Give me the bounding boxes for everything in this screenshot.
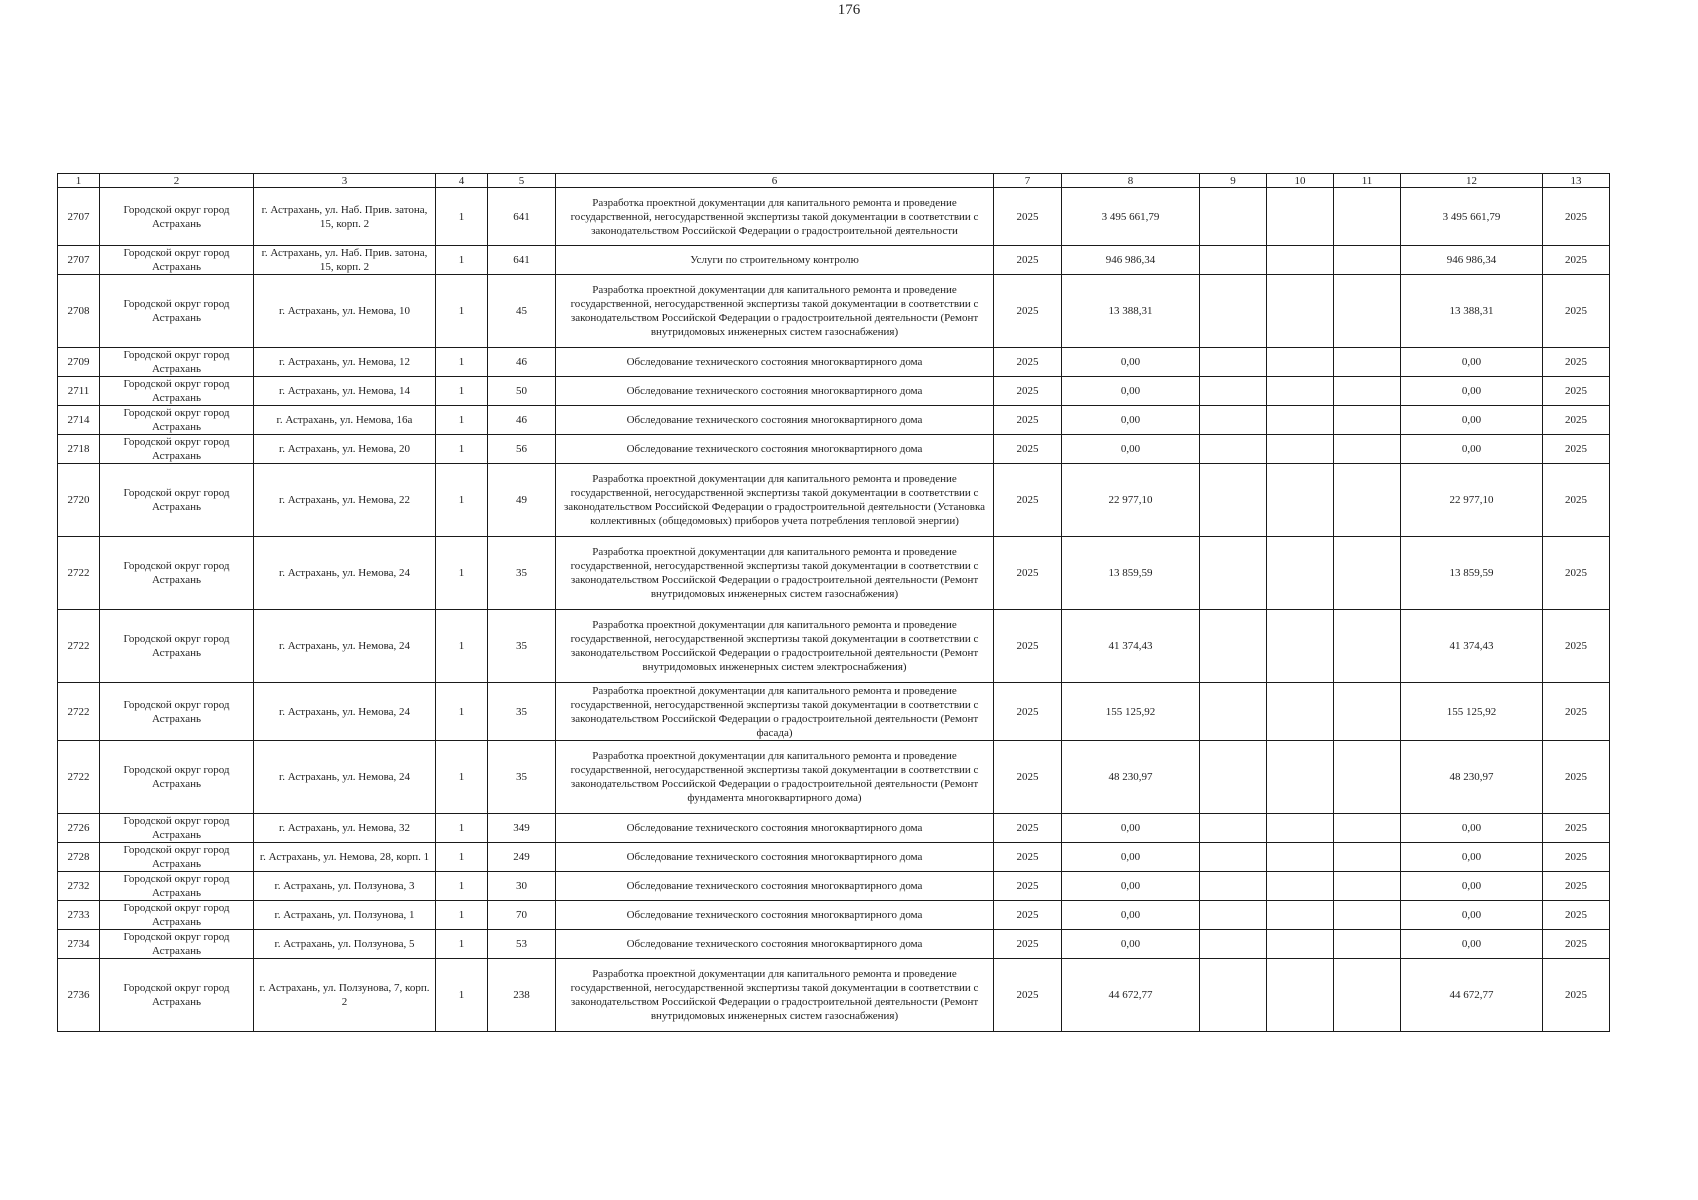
cell-work-type: Обследование технического состояния многоквартирного дома — [556, 872, 994, 901]
column-number-4: 4 — [436, 174, 488, 188]
cell-municipality: Городской округ город Астрахань — [100, 872, 254, 901]
cell-start-year: 2025 — [994, 537, 1062, 610]
cell-work-type: Обследование технического состояния многоквартирного дома — [556, 930, 994, 959]
cell-quantity: 1 — [436, 464, 488, 537]
cell-cost-col-11 — [1334, 348, 1401, 377]
table-row — [58, 406, 1610, 435]
cell-cost-col-12: 0,00 — [1401, 814, 1543, 843]
cell-cost-col-12: 155 125,92 — [1401, 683, 1543, 741]
cell-row-id: 2718 — [58, 435, 100, 464]
cell-total-cost: 946 986,34 — [1062, 246, 1200, 275]
cell-municipality: Городской округ город Астрахань — [100, 435, 254, 464]
cell-quantity: 1 — [436, 930, 488, 959]
column-number-12: 12 — [1401, 174, 1543, 188]
cell-total-cost: 22 977,10 — [1062, 464, 1200, 537]
cell-quantity: 1 — [436, 406, 488, 435]
cell-area: 56 — [488, 435, 556, 464]
cell-total-cost: 0,00 — [1062, 872, 1200, 901]
cell-cost-col-11 — [1334, 930, 1401, 959]
cell-cost-col-11 — [1334, 377, 1401, 406]
cell-cost-col-10 — [1267, 959, 1334, 1032]
cell-cost-col-9 — [1200, 348, 1267, 377]
cell-row-id: 2728 — [58, 843, 100, 872]
cell-start-year: 2025 — [994, 814, 1062, 843]
cell-row-id: 2726 — [58, 814, 100, 843]
cell-total-cost: 0,00 — [1062, 930, 1200, 959]
table-row — [58, 843, 1610, 872]
cell-area: 35 — [488, 537, 556, 610]
cell-start-year: 2025 — [994, 188, 1062, 246]
cell-start-year: 2025 — [994, 464, 1062, 537]
cell-work-type: Обследование технического состояния многоквартирного дома — [556, 901, 994, 930]
cell-cost-col-10 — [1267, 246, 1334, 275]
cell-total-cost: 0,00 — [1062, 814, 1200, 843]
cell-cost-col-10 — [1267, 814, 1334, 843]
cell-row-id: 2720 — [58, 464, 100, 537]
cell-area: 35 — [488, 610, 556, 683]
cell-cost-col-10 — [1267, 348, 1334, 377]
cell-work-type: Разработка проектной документации для капитального ремонта и проведение государственной, негосударственной экспертизы такой документации в соответствии с законодательством Российской Федерации о градостроительной деятельности (Ремонт внутридомовых инженерных систем электроснабжения) — [556, 610, 994, 683]
cell-cost-col-11 — [1334, 872, 1401, 901]
cell-cost-col-10 — [1267, 464, 1334, 537]
cell-cost-col-9 — [1200, 930, 1267, 959]
cell-cost-col-10 — [1267, 843, 1334, 872]
cell-cost-col-9 — [1200, 683, 1267, 741]
cell-cost-col-10 — [1267, 901, 1334, 930]
cell-municipality: Городской округ город Астрахань — [100, 464, 254, 537]
column-number-6: 6 — [556, 174, 994, 188]
page-number: 176 — [837, 2, 861, 18]
cell-cost-col-9 — [1200, 537, 1267, 610]
column-number-13: 13 — [1543, 174, 1610, 188]
cell-work-type: Разработка проектной документации для капитального ремонта и проведение государственной, негосударственной экспертизы такой документации в соответствии с законодательством Российской Федерации о градостроительной деятельности (Ремонт фундамента многоквартирного дома) — [556, 741, 994, 814]
cell-total-cost: 0,00 — [1062, 348, 1200, 377]
cell-row-id: 2722 — [58, 683, 100, 741]
table-row — [58, 464, 1610, 537]
cell-work-type: Разработка проектной документации для капитального ремонта и проведение государственной, негосударственной экспертизы такой документации в соответствии с законодательством Российской Федерации о градостроительной деятельности (Установка коллективных (общедомовых) приборов учета потребления тепловой энергии) — [556, 464, 994, 537]
cell-quantity: 1 — [436, 683, 488, 741]
cell-end-year: 2025 — [1543, 843, 1610, 872]
cell-start-year: 2025 — [994, 683, 1062, 741]
cell-municipality: Городской округ город Астрахань — [100, 537, 254, 610]
cell-area: 50 — [488, 377, 556, 406]
cell-cost-col-10 — [1267, 377, 1334, 406]
cell-quantity: 1 — [436, 246, 488, 275]
table-row — [58, 610, 1610, 683]
column-number-10: 10 — [1267, 174, 1334, 188]
table-row — [58, 348, 1610, 377]
cell-quantity: 1 — [436, 377, 488, 406]
cell-cost-col-9 — [1200, 377, 1267, 406]
cell-start-year: 2025 — [994, 435, 1062, 464]
cell-cost-col-11 — [1334, 741, 1401, 814]
cell-quantity: 1 — [436, 741, 488, 814]
cell-address: г. Астрахань, ул. Немова, 24 — [254, 610, 436, 683]
cell-end-year: 2025 — [1543, 814, 1610, 843]
cell-cost-col-10 — [1267, 741, 1334, 814]
cell-address: г. Астрахань, ул. Немова, 10 — [254, 275, 436, 348]
cell-total-cost: 3 495 661,79 — [1062, 188, 1200, 246]
cell-area: 46 — [488, 406, 556, 435]
cell-row-id: 2736 — [58, 959, 100, 1032]
cell-address: г. Астрахань, ул. Немова, 14 — [254, 377, 436, 406]
cell-area: 238 — [488, 959, 556, 1032]
cell-total-cost: 44 672,77 — [1062, 959, 1200, 1032]
cell-end-year: 2025 — [1543, 872, 1610, 901]
table-header — [58, 174, 1610, 188]
cell-address: г. Астрахань, ул. Немова, 12 — [254, 348, 436, 377]
cell-municipality: Городской округ город Астрахань — [100, 275, 254, 348]
cell-row-id: 2709 — [58, 348, 100, 377]
cell-municipality: Городской округ город Астрахань — [100, 406, 254, 435]
table-row — [58, 741, 1610, 814]
cell-cost-col-12: 44 672,77 — [1401, 959, 1543, 1032]
cell-area: 35 — [488, 741, 556, 814]
cell-start-year: 2025 — [994, 872, 1062, 901]
cell-address: г. Астрахань, ул. Ползунова, 3 — [254, 872, 436, 901]
cell-cost-col-12: 0,00 — [1401, 930, 1543, 959]
table-row — [58, 275, 1610, 348]
cell-total-cost: 48 230,97 — [1062, 741, 1200, 814]
cell-cost-col-9 — [1200, 843, 1267, 872]
cell-cost-col-12: 0,00 — [1401, 348, 1543, 377]
table-row — [58, 246, 1610, 275]
cell-address: г. Астрахань, ул. Ползунова, 7, корп. 2 — [254, 959, 436, 1032]
table-row — [58, 814, 1610, 843]
column-number-row — [58, 174, 1610, 188]
cell-address: г. Астрахань, ул. Немова, 16а — [254, 406, 436, 435]
cell-address: г. Астрахань, ул. Немова, 28, корп. 1 — [254, 843, 436, 872]
cell-cost-col-10 — [1267, 930, 1334, 959]
cell-municipality: Городской округ город Астрахань — [100, 246, 254, 275]
cell-cost-col-12: 13 859,59 — [1401, 537, 1543, 610]
cell-cost-col-9 — [1200, 741, 1267, 814]
cell-address: г. Астрахань, ул. Немова, 24 — [254, 537, 436, 610]
cell-quantity: 1 — [436, 814, 488, 843]
cell-cost-col-11 — [1334, 843, 1401, 872]
cell-area: 349 — [488, 814, 556, 843]
cell-total-cost: 0,00 — [1062, 377, 1200, 406]
cell-cost-col-9 — [1200, 275, 1267, 348]
cell-cost-col-9 — [1200, 872, 1267, 901]
cell-cost-col-11 — [1334, 406, 1401, 435]
cell-cost-col-10 — [1267, 406, 1334, 435]
cell-row-id: 2708 — [58, 275, 100, 348]
cell-municipality: Городской округ город Астрахань — [100, 683, 254, 741]
cell-row-id: 2707 — [58, 188, 100, 246]
cell-end-year: 2025 — [1543, 683, 1610, 741]
column-number-8: 8 — [1062, 174, 1200, 188]
cell-start-year: 2025 — [994, 275, 1062, 348]
cell-address: г. Астрахань, ул. Немова, 22 — [254, 464, 436, 537]
cell-cost-col-12: 3 495 661,79 — [1401, 188, 1543, 246]
cell-work-type: Разработка проектной документации для капитального ремонта и проведение государственной, негосударственной экспертизы такой документации в соответствии с законодательством Российской Федерации о градостроительной деятельности (Ремонт внутридомовых инженерных систем газоснабжения) — [556, 275, 994, 348]
cell-cost-col-12: 48 230,97 — [1401, 741, 1543, 814]
column-number-3: 3 — [254, 174, 436, 188]
cell-end-year: 2025 — [1543, 435, 1610, 464]
table-row — [58, 537, 1610, 610]
cell-area: 30 — [488, 872, 556, 901]
cell-cost-col-12: 0,00 — [1401, 435, 1543, 464]
cell-area: 46 — [488, 348, 556, 377]
cell-cost-col-9 — [1200, 188, 1267, 246]
cell-total-cost: 13 859,59 — [1062, 537, 1200, 610]
cell-cost-col-11 — [1334, 188, 1401, 246]
cell-cost-col-12: 946 986,34 — [1401, 246, 1543, 275]
column-number-11: 11 — [1334, 174, 1401, 188]
table-row — [58, 930, 1610, 959]
cell-end-year: 2025 — [1543, 406, 1610, 435]
cell-address: г. Астрахань, ул. Немова, 24 — [254, 741, 436, 814]
cell-work-type: Обследование технического состояния многоквартирного дома — [556, 377, 994, 406]
cell-municipality: Городской округ город Астрахань — [100, 843, 254, 872]
column-number-2: 2 — [100, 174, 254, 188]
cell-total-cost: 0,00 — [1062, 435, 1200, 464]
cell-cost-col-9 — [1200, 901, 1267, 930]
cell-cost-col-9 — [1200, 246, 1267, 275]
cell-total-cost: 0,00 — [1062, 843, 1200, 872]
column-number-1: 1 — [58, 174, 100, 188]
table-row — [58, 377, 1610, 406]
cell-end-year: 2025 — [1543, 610, 1610, 683]
cell-start-year: 2025 — [994, 348, 1062, 377]
cell-work-type: Обследование технического состояния многоквартирного дома — [556, 435, 994, 464]
cell-area: 641 — [488, 188, 556, 246]
cell-cost-col-11 — [1334, 683, 1401, 741]
cell-row-id: 2722 — [58, 741, 100, 814]
cell-quantity: 1 — [436, 843, 488, 872]
cell-cost-col-12: 0,00 — [1401, 406, 1543, 435]
cell-municipality: Городской округ город Астрахань — [100, 188, 254, 246]
cell-end-year: 2025 — [1543, 377, 1610, 406]
cell-municipality: Городской округ город Астрахань — [100, 901, 254, 930]
cell-row-id: 2733 — [58, 901, 100, 930]
cell-cost-col-11 — [1334, 464, 1401, 537]
cell-municipality: Городской округ город Астрахань — [100, 959, 254, 1032]
cell-total-cost: 13 388,31 — [1062, 275, 1200, 348]
cell-quantity: 1 — [436, 610, 488, 683]
cell-address: г. Астрахань, ул. Наб. Прив. затона, 15, корп. 2 — [254, 246, 436, 275]
cell-work-type: Обследование технического состояния многоквартирного дома — [556, 843, 994, 872]
cell-quantity: 1 — [436, 348, 488, 377]
cell-address: г. Астрахань, ул. Немова, 24 — [254, 683, 436, 741]
cell-cost-col-11 — [1334, 901, 1401, 930]
cell-cost-col-12: 41 374,43 — [1401, 610, 1543, 683]
cell-quantity: 1 — [436, 959, 488, 1032]
cell-row-id: 2732 — [58, 872, 100, 901]
cell-cost-col-12: 0,00 — [1401, 872, 1543, 901]
cell-address: г. Астрахань, ул. Немова, 20 — [254, 435, 436, 464]
cell-cost-col-11 — [1334, 275, 1401, 348]
cell-area: 641 — [488, 246, 556, 275]
table-row — [58, 435, 1610, 464]
cell-address: г. Астрахань, ул. Ползунова, 5 — [254, 930, 436, 959]
cell-quantity: 1 — [436, 872, 488, 901]
cell-address: г. Астрахань, ул. Ползунова, 1 — [254, 901, 436, 930]
cell-row-id: 2711 — [58, 377, 100, 406]
cell-start-year: 2025 — [994, 377, 1062, 406]
cell-end-year: 2025 — [1543, 188, 1610, 246]
cell-municipality: Городской округ город Астрахань — [100, 377, 254, 406]
cell-area: 45 — [488, 275, 556, 348]
cell-end-year: 2025 — [1543, 959, 1610, 1032]
cell-end-year: 2025 — [1543, 348, 1610, 377]
cell-cost-col-9 — [1200, 610, 1267, 683]
cell-end-year: 2025 — [1543, 464, 1610, 537]
cell-work-type: Обследование технического состояния многоквартирного дома — [556, 814, 994, 843]
cell-municipality: Городской округ город Астрахань — [100, 930, 254, 959]
cell-address: г. Астрахань, ул. Наб. Прив. затона, 15, корп. 2 — [254, 188, 436, 246]
table-row — [58, 683, 1610, 741]
cell-total-cost: 155 125,92 — [1062, 683, 1200, 741]
cell-cost-col-11 — [1334, 814, 1401, 843]
cell-end-year: 2025 — [1543, 246, 1610, 275]
cell-cost-col-11 — [1334, 537, 1401, 610]
cell-work-type: Разработка проектной документации для капитального ремонта и проведение государственной, негосударственной экспертизы такой документации в соответствии с законодательством Российской Федерации о градостроительной деятельности (Ремонт внутридомовых инженерных систем газоснабжения) — [556, 537, 994, 610]
cell-cost-col-11 — [1334, 959, 1401, 1032]
cell-row-id: 2707 — [58, 246, 100, 275]
cell-cost-col-10 — [1267, 683, 1334, 741]
cell-cost-col-10 — [1267, 435, 1334, 464]
cell-cost-col-12: 0,00 — [1401, 377, 1543, 406]
cell-work-type: Разработка проектной документации для капитального ремонта и проведение государственной, негосударственной экспертизы такой документации в соответствии с законодательством Российской Федерации о градостроительной деятельности — [556, 188, 994, 246]
cell-start-year: 2025 — [994, 246, 1062, 275]
cell-cost-col-9 — [1200, 406, 1267, 435]
cell-municipality: Городской округ город Астрахань — [100, 741, 254, 814]
cell-quantity: 1 — [436, 188, 488, 246]
capital-repair-table — [57, 173, 1610, 1032]
table-row — [58, 959, 1610, 1032]
column-number-9: 9 — [1200, 174, 1267, 188]
cell-end-year: 2025 — [1543, 901, 1610, 930]
cell-quantity: 1 — [436, 435, 488, 464]
cell-area: 70 — [488, 901, 556, 930]
cell-start-year: 2025 — [994, 406, 1062, 435]
cell-area: 53 — [488, 930, 556, 959]
cell-cost-col-12: 0,00 — [1401, 901, 1543, 930]
cell-cost-col-10 — [1267, 610, 1334, 683]
cell-row-id: 2722 — [58, 537, 100, 610]
cell-cost-col-11 — [1334, 246, 1401, 275]
table-body — [58, 188, 1610, 1032]
cell-end-year: 2025 — [1543, 930, 1610, 959]
cell-work-type: Обследование технического состояния многоквартирного дома — [556, 406, 994, 435]
cell-start-year: 2025 — [994, 843, 1062, 872]
table-row — [58, 872, 1610, 901]
cell-cost-col-11 — [1334, 435, 1401, 464]
cell-work-type: Услуги по строительному контролю — [556, 246, 994, 275]
cell-municipality: Городской округ город Астрахань — [100, 610, 254, 683]
column-number-5: 5 — [488, 174, 556, 188]
cell-start-year: 2025 — [994, 901, 1062, 930]
cell-cost-col-10 — [1267, 537, 1334, 610]
cell-quantity: 1 — [436, 901, 488, 930]
cell-address: г. Астрахань, ул. Немова, 32 — [254, 814, 436, 843]
cell-start-year: 2025 — [994, 610, 1062, 683]
cell-cost-col-10 — [1267, 275, 1334, 348]
cell-cost-col-11 — [1334, 610, 1401, 683]
cell-work-type: Обследование технического состояния многоквартирного дома — [556, 348, 994, 377]
table-row — [58, 901, 1610, 930]
cell-end-year: 2025 — [1543, 741, 1610, 814]
cell-row-id: 2734 — [58, 930, 100, 959]
cell-total-cost: 0,00 — [1062, 406, 1200, 435]
cell-row-id: 2722 — [58, 610, 100, 683]
cell-area: 49 — [488, 464, 556, 537]
cell-work-type: Разработка проектной документации для капитального ремонта и проведение государственной, негосударственной экспертизы такой документации в соответствии с законодательством Российской Федерации о градостроительной деятельности (Ремонт внутридомовых инженерных систем газоснабжения) — [556, 959, 994, 1032]
cell-municipality: Городской округ город Астрахань — [100, 348, 254, 377]
cell-area: 35 — [488, 683, 556, 741]
cell-start-year: 2025 — [994, 959, 1062, 1032]
cell-work-type: Разработка проектной документации для капитального ремонта и проведение государственной, негосударственной экспертизы такой документации в соответствии с законодательством Российской Федерации о градостроительной деятельности (Ремонт фасада) — [556, 683, 994, 741]
cell-start-year: 2025 — [994, 741, 1062, 814]
cell-total-cost: 41 374,43 — [1062, 610, 1200, 683]
cell-row-id: 2714 — [58, 406, 100, 435]
cell-quantity: 1 — [436, 275, 488, 348]
cell-cost-col-10 — [1267, 188, 1334, 246]
cell-cost-col-12: 22 977,10 — [1401, 464, 1543, 537]
cell-total-cost: 0,00 — [1062, 901, 1200, 930]
cell-start-year: 2025 — [994, 930, 1062, 959]
cell-quantity: 1 — [436, 537, 488, 610]
cell-end-year: 2025 — [1543, 275, 1610, 348]
cell-end-year: 2025 — [1543, 537, 1610, 610]
cell-cost-col-10 — [1267, 872, 1334, 901]
cell-cost-col-9 — [1200, 464, 1267, 537]
cell-cost-col-9 — [1200, 435, 1267, 464]
cell-area: 249 — [488, 843, 556, 872]
cell-municipality: Городской округ город Астрахань — [100, 814, 254, 843]
cell-cost-col-9 — [1200, 959, 1267, 1032]
cell-cost-col-12: 13 388,31 — [1401, 275, 1543, 348]
table-row — [58, 188, 1610, 246]
column-number-7: 7 — [994, 174, 1062, 188]
cell-cost-col-9 — [1200, 814, 1267, 843]
cell-cost-col-12: 0,00 — [1401, 843, 1543, 872]
